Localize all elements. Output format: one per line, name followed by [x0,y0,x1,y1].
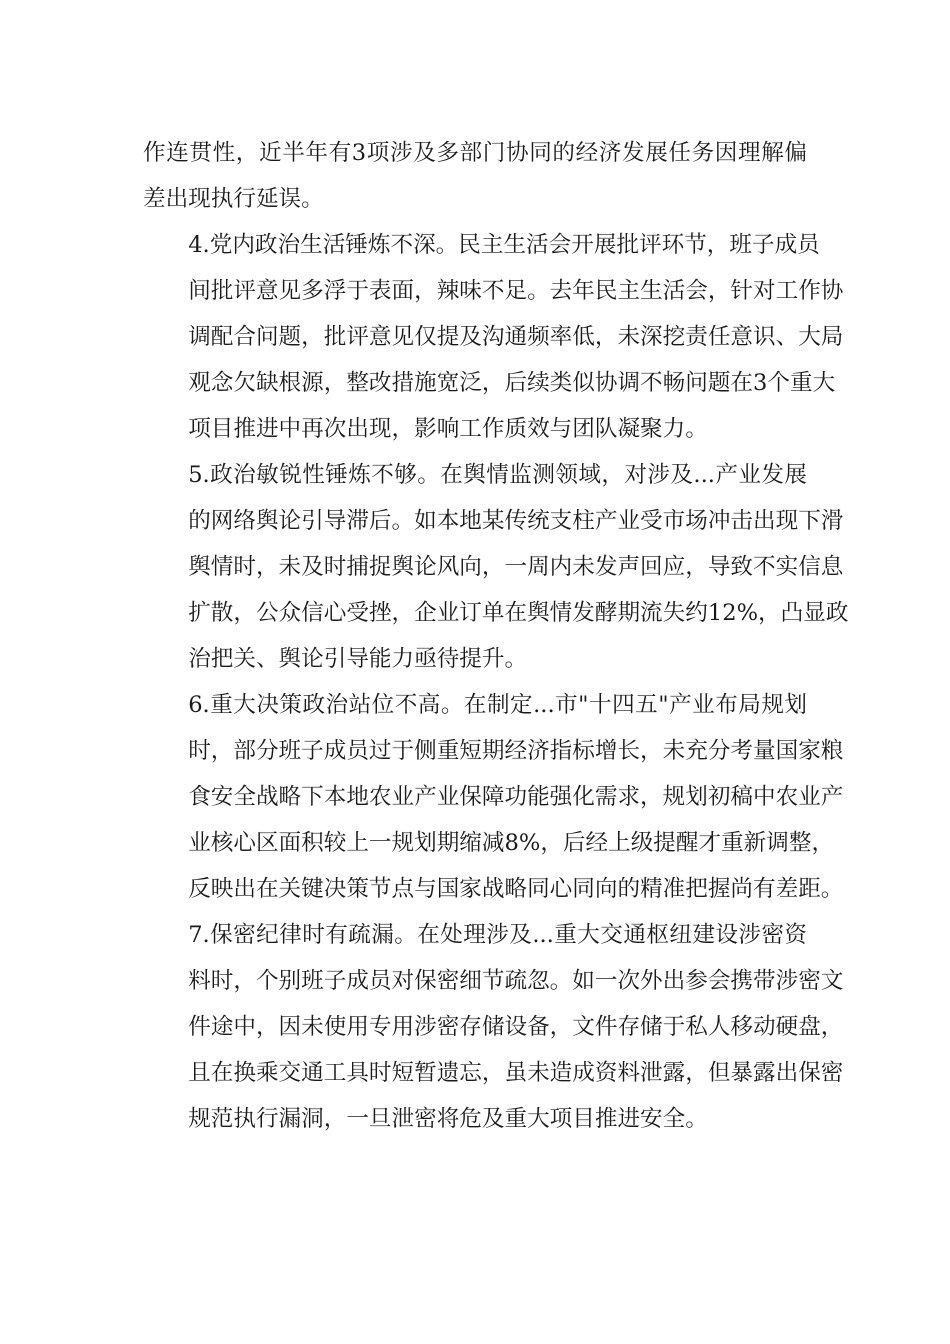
paragraph-continuation [143,130,807,222]
text-line: 4.党内政治生活锤炼不深。民主生活会开展批评环节，班子成员 [188,232,820,258]
text-line: 治把关、舆论引导能力亟待提升。 [188,646,528,672]
text-line: 作连贯性，近半年有3项涉及多部门协同的经济发展任务因理解偏 [143,140,807,166]
text-line: 且在换乘交通工具时短暂遗忘，虽未造成资料泄露，但暴露出保密 [188,1060,844,1086]
text-line: 调配合问题，批评意见仅提及沟通频率低，未深挖责任意识、大局 [188,324,844,350]
text-line: 差出现执行延误。 [143,186,324,212]
text-line: 6.重大决策政治站位不高。在制定...市"十四五"产业布局规划 [188,692,807,718]
paragraph-item-6 [143,682,844,912]
paragraph-item-5 [143,452,849,682]
text-line: 件途中，因未使用专用涉密存储设备，文件存储于私人移动硬盘， [188,1014,844,1040]
text-line: 扩散，公众信心受挫，企业订单在舆情发酵期流失约12%，凸显政 [188,600,849,626]
text-line: 食安全战略下本地农业产业保障功能强化需求，规划初稿中农业产 [188,784,844,810]
text-line: 业核心区面积较上一规划期缩减8%，后经上级提醒才重新调整， [188,830,835,856]
document-body [143,130,849,1142]
text-line: 7.保密纪律时有疏漏。在处理涉及...重大交通枢纽建设涉密资 [188,922,807,948]
text-line: 舆情时，未及时捕捉舆论风向，一周内未发声回应，导致不实信息 [188,554,844,580]
text-line: 间批评意见多浮于表面，辣味不足。去年民主生活会，针对工作协 [188,278,844,304]
text-line: 观念欠缺根源，整改措施宽泛，后续类似协调不畅问题在3个重大 [188,370,836,396]
text-line: 项目推进中再次出现，影响工作质效与团队凝聚力。 [188,416,708,442]
text-line: 时，部分班子成员过于侧重短期经济指标增长，未充分考量国家粮 [188,738,844,764]
text-line: 规范执行漏洞，一旦泄密将危及重大项目推进安全。 [188,1106,708,1132]
paragraph-item-7 [143,912,844,1142]
text-line: 反映出在关键决策节点与国家战略同心同向的精准把握尚有差距。 [188,876,844,902]
text-line: 的网络舆论引导滞后。如本地某传统支柱产业受市场冲击出现下滑 [188,508,844,534]
paragraph-item-4 [143,222,844,452]
text-line: 5.政治敏锐性锤炼不够。在舆情监测领域，对涉及...产业发展 [188,462,807,488]
text-line: 料时，个别班子成员对保密细节疏忽。如一次外出参会携带涉密文 [188,968,844,994]
